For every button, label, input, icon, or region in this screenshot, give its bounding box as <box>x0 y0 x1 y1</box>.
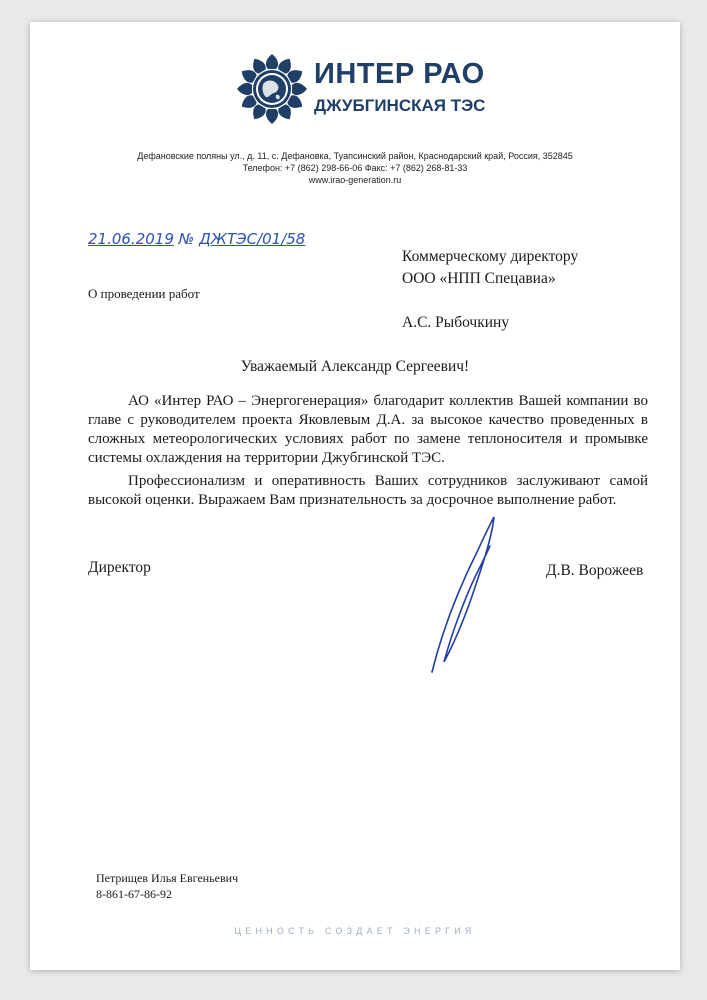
executor-phone: 8-861-67-86-92 <box>96 887 172 901</box>
signatory-role: Директор <box>88 559 151 576</box>
company-phones: Телефон: +7 (862) 298-66-06 Факс: +7 (862) 268-81-33 <box>242 163 468 173</box>
company-address: Дефановские поляны ул., д. 11, с. Дефановка, Туапсинский район, Краснодарский край, Россия, 352845 <box>137 151 573 161</box>
handwritten-signature <box>422 512 512 682</box>
reference-date: 21.06.2019 <box>88 230 174 248</box>
signatory-name: Д.В. Ворожеев <box>546 562 644 579</box>
letter-body <box>88 392 648 514</box>
body-paragraph-1: АО «Интер РАО – Энергогенерация» благодарит коллектив Вашей компании во главе с руководителем проекта Яковлевым Д.А. за высокое качество проведенных в сложных метеорологических условиях работ по замене теплоносителя и промывке системы охлаждения на территории Джубгинской ТЭС. <box>88 393 648 466</box>
letter-subject: О проведении работ <box>88 286 200 301</box>
logo-title: ИНТЕР РАО <box>314 58 485 90</box>
logo-subtitle: ДЖУБГИНСКАЯ ТЭС <box>314 96 486 115</box>
executor-name: Петрищев Илья Евгеньевич <box>96 871 239 885</box>
addressee-company: ООО «НПП Спецавиа» <box>402 270 556 287</box>
reference-number-sign: № <box>178 230 195 248</box>
letter-page <box>30 22 680 970</box>
sun-globe-icon <box>236 52 308 124</box>
reference-number: ДЖТЭС/01/58 <box>199 230 306 248</box>
addressee-block <box>402 246 578 334</box>
footer-slogan: ЦЕННОСТЬ СОЗДАЕТ ЭНЕРГИЯ <box>234 926 476 936</box>
company-website: www.irao-generation.ru <box>308 175 402 185</box>
company-contacts <box>30 150 680 186</box>
letter-greeting: Уважаемый Александр Сергеевич! <box>240 358 470 375</box>
body-paragraph-2: Профессионализм и оперативность Ваших сотрудников заслуживают самой высокой оценки. Выражаем Вам признательность за досрочное выполнение работ. <box>88 473 648 508</box>
addressee-name: А.С. Рыбочкину <box>402 314 510 331</box>
executor-block <box>96 870 238 902</box>
company-logo <box>236 52 516 132</box>
addressee-position: Коммерческому директору <box>402 248 579 265</box>
outgoing-reference <box>88 230 305 248</box>
